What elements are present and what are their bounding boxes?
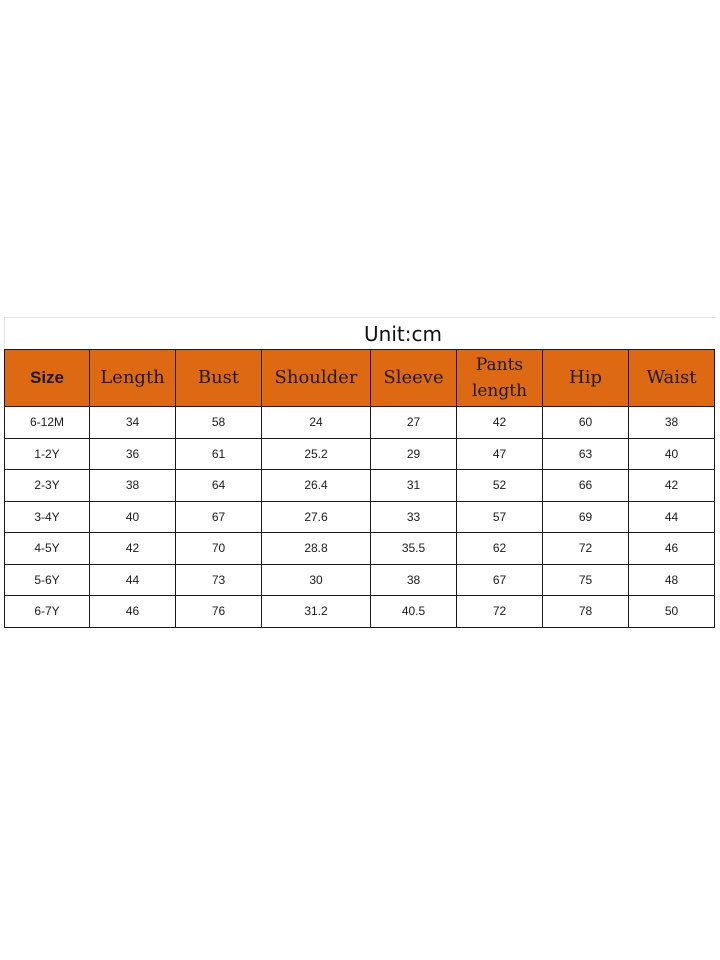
measurement-cell: 29 <box>371 438 457 470</box>
measurement-cell: 35.5 <box>371 533 457 565</box>
measurement-cell: 50 <box>629 596 715 628</box>
unit-label: Unit:cm <box>90 317 716 349</box>
measurement-cell: 72 <box>457 596 543 628</box>
table-body <box>5 407 715 628</box>
column-header-size: Size <box>5 350 90 407</box>
measurement-cell: 69 <box>543 501 629 533</box>
measurement-cell: 38 <box>629 407 715 439</box>
measurement-cell: 38 <box>90 470 176 502</box>
measurement-cell: 42 <box>90 533 176 565</box>
measurement-cell: 73 <box>176 564 262 596</box>
measurement-cell: 26.4 <box>262 470 371 502</box>
measurement-cell: 33 <box>371 501 457 533</box>
table-row <box>5 596 715 628</box>
measurement-cell: 40.5 <box>371 596 457 628</box>
measurement-cell: 38 <box>371 564 457 596</box>
measurement-cell: 40 <box>90 501 176 533</box>
measurement-cell: 61 <box>176 438 262 470</box>
measurement-cell: 27 <box>371 407 457 439</box>
measurement-cell: 62 <box>457 533 543 565</box>
column-header-waist: Waist <box>629 350 715 407</box>
measurement-cell: 58 <box>176 407 262 439</box>
measurement-cell: 67 <box>457 564 543 596</box>
measurement-cell: 44 <box>629 501 715 533</box>
measurement-cell: 24 <box>262 407 371 439</box>
measurement-cell: 44 <box>90 564 176 596</box>
measurement-cell: 72 <box>543 533 629 565</box>
measurement-cell: 34 <box>90 407 176 439</box>
table-row <box>5 470 715 502</box>
measurement-cell: 27.6 <box>262 501 371 533</box>
table-row <box>5 438 715 470</box>
table-row <box>5 564 715 596</box>
size-cell: 6-12M <box>5 407 90 439</box>
measurement-cell: 46 <box>90 596 176 628</box>
table-row <box>5 533 715 565</box>
measurement-cell: 40 <box>629 438 715 470</box>
measurement-cell: 42 <box>457 407 543 439</box>
size-cell: 1-2Y <box>5 438 90 470</box>
column-header-shoulder: Shoulder <box>262 350 371 407</box>
measurement-cell: 57 <box>457 501 543 533</box>
measurement-cell: 31.2 <box>262 596 371 628</box>
measurement-cell: 76 <box>176 596 262 628</box>
unit-spacer <box>4 317 90 349</box>
size-cell: 5-6Y <box>5 564 90 596</box>
column-header-length: Length <box>90 350 176 407</box>
measurement-cell: 47 <box>457 438 543 470</box>
measurement-cell: 36 <box>90 438 176 470</box>
measurement-cell: 64 <box>176 470 262 502</box>
measurement-cell: 28.8 <box>262 533 371 565</box>
table-row <box>5 501 715 533</box>
column-header-bust: Bust <box>176 350 262 407</box>
header-row <box>5 350 715 407</box>
measurement-cell: 48 <box>629 564 715 596</box>
measurement-cell: 42 <box>629 470 715 502</box>
size-cell: 4-5Y <box>5 533 90 565</box>
measurement-cell: 31 <box>371 470 457 502</box>
measurement-cell: 30 <box>262 564 371 596</box>
size-cell: 6-7Y <box>5 596 90 628</box>
column-header-hip: Hip <box>543 350 629 407</box>
measurement-cell: 67 <box>176 501 262 533</box>
size-chart <box>4 317 716 628</box>
measurement-cell: 60 <box>543 407 629 439</box>
measurement-cell: 25.2 <box>262 438 371 470</box>
unit-row <box>4 317 716 349</box>
size-cell: 3-4Y <box>5 501 90 533</box>
size-cell: 2-3Y <box>5 470 90 502</box>
table-row <box>5 407 715 439</box>
measurement-cell: 78 <box>543 596 629 628</box>
measurement-cell: 70 <box>176 533 262 565</box>
measurement-cell: 52 <box>457 470 543 502</box>
measurement-cell: 46 <box>629 533 715 565</box>
column-header-sleeve: Sleeve <box>371 350 457 407</box>
size-table <box>4 349 715 628</box>
measurement-cell: 75 <box>543 564 629 596</box>
measurement-cell: 66 <box>543 470 629 502</box>
column-header-pants-length: Pants length <box>457 350 543 407</box>
measurement-cell: 63 <box>543 438 629 470</box>
